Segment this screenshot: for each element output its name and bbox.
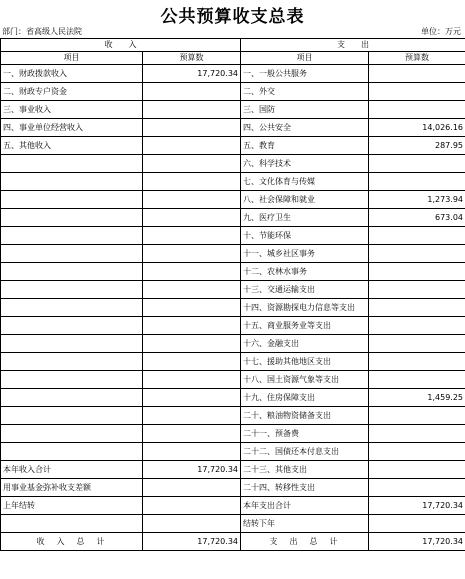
income-value-cell: 17,720.34 xyxy=(143,65,241,83)
income-value-cell xyxy=(143,353,241,371)
income-value-cell xyxy=(143,335,241,353)
expense-item-cell: 十五、商业服务业等支出 xyxy=(241,317,369,335)
table-row xyxy=(1,263,465,281)
expense-item-cell: 本年支出合计 xyxy=(241,497,369,515)
income-total-value: 17,720.34 xyxy=(143,533,241,551)
income-value-cell xyxy=(143,317,241,335)
table-row xyxy=(1,101,465,119)
income-value-cell xyxy=(143,245,241,263)
expense-item-cell: 十二、农林水事务 xyxy=(241,263,369,281)
expense-budget-header: 预算数 xyxy=(369,52,465,65)
income-value-cell xyxy=(143,263,241,281)
income-value-cell xyxy=(143,497,241,515)
expense-item-cell: 二十三、其他支出 xyxy=(241,461,369,479)
income-budget-header: 预算数 xyxy=(143,52,241,65)
expense-item-cell: 七、文化体育与传媒 xyxy=(241,173,369,191)
expense-item-cell: 十六、金融支出 xyxy=(241,335,369,353)
expense-item-cell: 二十、粮油物资储备支出 xyxy=(241,407,369,425)
expense-item-cell: 结转下年 xyxy=(241,515,369,533)
expense-item-cell: 九、医疗卫生 xyxy=(241,209,369,227)
expense-value-cell xyxy=(369,299,465,317)
expense-value-cell xyxy=(369,263,465,281)
expense-item-cell: 一、一般公共服务 xyxy=(241,65,369,83)
income-item-header: 项目 xyxy=(1,52,143,65)
table-row xyxy=(1,389,465,407)
income-value-cell xyxy=(143,281,241,299)
expense-value-cell xyxy=(369,245,465,263)
income-value-cell xyxy=(143,155,241,173)
income-value-cell xyxy=(143,83,241,101)
income-value-cell xyxy=(143,119,241,137)
income-item-cell: 二、财政专户资金 xyxy=(1,83,143,101)
expense-item-cell: 二十二、国债还本付息支出 xyxy=(241,443,369,461)
table-row xyxy=(1,281,465,299)
table-row xyxy=(1,299,465,317)
expense-value-cell xyxy=(369,155,465,173)
income-value-cell xyxy=(143,299,241,317)
table-row xyxy=(1,461,465,479)
table-row xyxy=(1,191,465,209)
income-section-header: 收 入 xyxy=(1,39,241,52)
expense-value-cell xyxy=(369,65,465,83)
table-row xyxy=(1,173,465,191)
expense-value-cell xyxy=(369,371,465,389)
table-row xyxy=(1,353,465,371)
expense-value-cell xyxy=(369,101,465,119)
expense-item-cell: 二、外交 xyxy=(241,83,369,101)
table-row xyxy=(1,119,465,137)
expense-item-cell: 二十四、转移性支出 xyxy=(241,479,369,497)
expense-item-cell: 八、社会保障和就业 xyxy=(241,191,369,209)
expense-item-header: 项目 xyxy=(241,52,369,65)
report-title: 公共预算收支总表 xyxy=(160,7,305,27)
income-value-cell xyxy=(143,443,241,461)
expense-value-cell xyxy=(369,227,465,245)
income-value-cell xyxy=(143,425,241,443)
table-row xyxy=(1,479,465,497)
expense-total-label: 支 出 总 计 xyxy=(241,533,369,551)
income-value-cell xyxy=(143,137,241,155)
column-header-row xyxy=(1,52,465,65)
income-item-cell: 本年收入合计 xyxy=(1,461,143,479)
income-item-cell xyxy=(1,155,143,173)
table-row xyxy=(1,335,465,353)
income-item-cell xyxy=(1,515,143,533)
expense-item-cell: 六、科学技术 xyxy=(241,155,369,173)
income-item-cell: 上年结转 xyxy=(1,497,143,515)
income-item-cell xyxy=(1,443,143,461)
income-value-cell xyxy=(143,389,241,407)
expense-item-cell: 二十一、预备费 xyxy=(241,425,369,443)
income-item-cell xyxy=(1,407,143,425)
expense-value-cell: 287.95 xyxy=(369,137,465,155)
income-value-cell xyxy=(143,191,241,209)
expense-value-cell xyxy=(369,407,465,425)
expense-value-cell xyxy=(369,173,465,191)
table-row xyxy=(1,137,465,155)
table-row xyxy=(1,407,465,425)
income-value-cell: 17,720.34 xyxy=(143,461,241,479)
department-label: 部门：省高级人民法院 xyxy=(2,27,82,36)
income-item-cell xyxy=(1,425,143,443)
table-row xyxy=(1,515,465,533)
income-item-cell: 四、事业单位经营收入 xyxy=(1,119,143,137)
income-item-cell xyxy=(1,299,143,317)
income-value-cell xyxy=(143,371,241,389)
expense-value-cell xyxy=(369,479,465,497)
table-row xyxy=(1,443,465,461)
expense-item-cell: 十七、援助其他地区支出 xyxy=(241,353,369,371)
table-row xyxy=(1,371,465,389)
income-value-cell xyxy=(143,515,241,533)
expense-section-header: 支 出 xyxy=(241,39,465,52)
expense-total-value: 17,720.34 xyxy=(369,533,465,551)
expense-item-cell: 四、公共安全 xyxy=(241,119,369,137)
income-item-cell xyxy=(1,227,143,245)
expense-item-cell: 十四、资源勘探电力信息等支出 xyxy=(241,299,369,317)
table-row xyxy=(1,425,465,443)
expense-value-cell xyxy=(369,83,465,101)
income-value-cell xyxy=(143,479,241,497)
income-item-cell xyxy=(1,335,143,353)
budget-table xyxy=(0,38,465,551)
income-item-cell xyxy=(1,317,143,335)
table-body xyxy=(1,65,465,533)
expense-value-cell: 1,459.25 xyxy=(369,389,465,407)
income-item-cell xyxy=(1,263,143,281)
expense-item-cell: 十九、住房保障支出 xyxy=(241,389,369,407)
income-item-cell: 五、其他收入 xyxy=(1,137,143,155)
table-row xyxy=(1,497,465,515)
expense-value-cell xyxy=(369,353,465,371)
income-value-cell xyxy=(143,173,241,191)
income-item-cell xyxy=(1,353,143,371)
expense-value-cell xyxy=(369,443,465,461)
income-item-cell xyxy=(1,209,143,227)
expense-value-cell: 673.04 xyxy=(369,209,465,227)
table-row xyxy=(1,83,465,101)
table-row xyxy=(1,155,465,173)
table-row xyxy=(1,65,465,83)
expense-value-cell xyxy=(369,461,465,479)
totals-row xyxy=(1,533,465,551)
income-item-cell xyxy=(1,191,143,209)
expense-value-cell xyxy=(369,425,465,443)
expense-value-cell xyxy=(369,281,465,299)
income-item-cell: 一、财政拨款收入 xyxy=(1,65,143,83)
income-item-cell xyxy=(1,389,143,407)
income-value-cell xyxy=(143,209,241,227)
expense-item-cell: 十一、城乡社区事务 xyxy=(241,245,369,263)
expense-value-cell: 14,026.16 xyxy=(369,119,465,137)
table-row xyxy=(1,245,465,263)
table-row xyxy=(1,317,465,335)
expense-value-cell xyxy=(369,335,465,353)
expense-value-cell: 17,720.34 xyxy=(369,497,465,515)
income-value-cell xyxy=(143,101,241,119)
expense-value-cell: 1,273.94 xyxy=(369,191,465,209)
expense-item-cell: 十三、交通运输支出 xyxy=(241,281,369,299)
income-item-cell xyxy=(1,245,143,263)
unit-label: 单位：万元 xyxy=(421,27,461,36)
income-item-cell xyxy=(1,173,143,191)
expense-item-cell: 三、国防 xyxy=(241,101,369,119)
income-value-cell xyxy=(143,227,241,245)
table-row xyxy=(1,227,465,245)
expense-item-cell: 五、教育 xyxy=(241,137,369,155)
income-total-label: 收 入 总 计 xyxy=(1,533,143,551)
income-item-cell: 三、事业收入 xyxy=(1,101,143,119)
expense-item-cell: 十八、国土资源气象等支出 xyxy=(241,371,369,389)
expense-item-cell: 十、节能环保 xyxy=(241,227,369,245)
income-item-cell: 用事业基金弥补收支差额 xyxy=(1,479,143,497)
section-header-row xyxy=(1,39,465,52)
expense-value-cell xyxy=(369,317,465,335)
income-item-cell xyxy=(1,371,143,389)
income-value-cell xyxy=(143,407,241,425)
expense-value-cell xyxy=(369,515,465,533)
income-item-cell xyxy=(1,281,143,299)
table-row xyxy=(1,209,465,227)
